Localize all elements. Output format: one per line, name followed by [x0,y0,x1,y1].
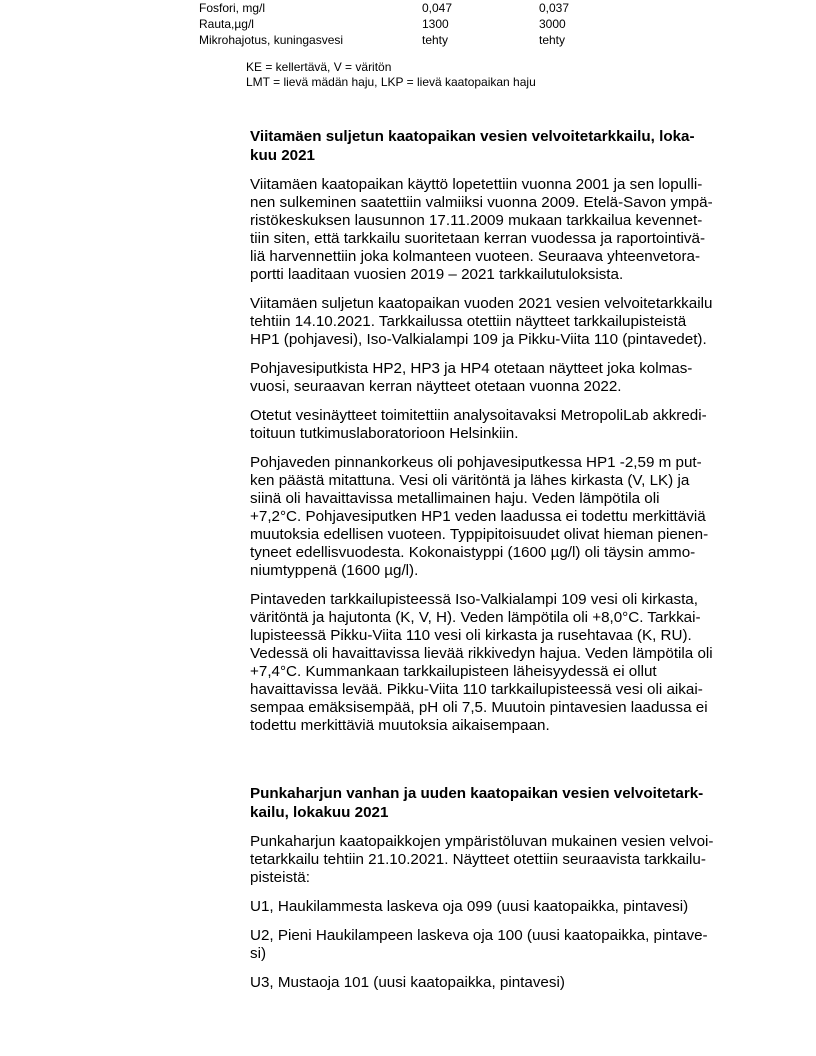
paragraph [250,927,750,963]
paragraph-line: pisteistä: [250,869,310,886]
paragraph-line: portti laaditaan vuosien 2019 – 2021 tarkkailutuloksista. [250,266,624,283]
paragraph-line: vuosi, seuraavan kerran näytteet otetaan vuonna 2022. [250,378,622,395]
table-cell-parameter: Rauta,µg/l [199,17,254,31]
table-cell-parameter: Fosfori, mg/l [199,1,266,15]
paragraph [250,833,750,887]
paragraph-line: U3, Mustaoja 101 (uusi kaatopaikka, pintavesi) [250,974,565,991]
table-cell-value: 0,047 [422,1,453,15]
paragraph-line: tyneet edellisvuodesta. Kokonaistyppi (1600 µg/l) oli täysin ammo- [250,544,696,561]
paragraph-line: ken päästä mitattuna. Vesi oli väritöntä ja lähes kirkasta (V, LK) ja [250,472,690,489]
paragraph-line: nen sulkeminen saatettiin valmiiksi vuonna 2009. Etelä-Savon ympä- [250,194,713,211]
legend-line: LMT = lievä mädän haju, LKP = lievä kaatopaikan haju [246,75,536,89]
paragraph-line: siinä oli havaittavissa metallimainen haju. Veden lämpötila oli [250,490,660,507]
paragraph-line: Punkaharjun kaatopaikkojen ympäristöluvan mukainen vesien velvoi- [250,833,714,850]
table-cell-value: tehty [539,33,566,47]
section-heading [250,784,750,822]
section-paragraphs [250,176,750,735]
section-heading [250,127,750,165]
abbreviation-legend [246,60,536,90]
paragraph [250,974,750,992]
paragraph-line: muutoksia edellisen vuoteen. Typpipitoisuudet olivat hieman pienen- [250,526,709,543]
heading-line: Punkaharjun vanhan ja uuden kaatopaikan vesien velvoitetark- [250,785,704,802]
paragraph [250,898,750,916]
heading-line: kuu 2021 [250,147,316,164]
paragraph-line: sempaa emäksisempää, pH oli 7,5. Muutoin pintavesien laadussa ei [250,699,708,716]
paragraph-line: todettu merkittäviä muutoksia aikaisempaan. [250,717,550,734]
paragraph-line: tehtiin 14.10.2021. Tarkkailussa otettiin näytteet tarkkailupisteistä [250,313,687,330]
table-cell-value: 1300 [422,17,449,31]
paragraph-line: Viitamäen kaatopaikan käyttö lopetettiin vuonna 2001 ja sen lopulli- [250,176,703,193]
paragraph-line: Viitamäen suljetun kaatopaikan vuoden 2021 vesien velvoitetarkkailu [250,295,713,312]
section-paragraphs [250,833,750,992]
paragraph-line: +7,2°C. Pohjavesiputken HP1 veden laadussa ei todettu merkittäviä [250,508,706,525]
paragraph-line: Vedessä oli havaittavissa lievää rikkivedyn hajua. Veden lämpötila oli [250,645,713,662]
document-body [250,127,750,1003]
legend-line: KE = kellertävä, V = väritön [246,60,392,74]
section-gap [250,746,750,784]
paragraph-line: havaittavissa levää. Pikku-Viita 110 tarkkailupisteessä vesi oli aikai- [250,681,703,698]
paragraph-line: liä harvennettiin joka kolmanteen vuoteen. Seuraava yhteenvetora- [250,248,701,265]
paragraph-line: toituun tutkimuslaboratorioon Helsinkiin. [250,425,519,442]
paragraph-line: Pohjaveden pinnankorkeus oli pohjavesiputkessa HP1 -2,59 m put- [250,454,702,471]
paragraph-line: HP1 (pohjavesi), Iso-Valkialampi 109 ja Pikku-Viita 110 (pintavedet). [250,331,707,348]
heading-line: Viitamäen suljetun kaatopaikan vesien velvoitetarkkailu, loka- [250,128,695,145]
paragraph-line: +7,4°C. Kummankaan tarkkailupisteen läheisyydessä ei ollut [250,663,657,680]
paragraph [250,407,750,443]
heading-line: kailu, lokakuu 2021 [250,804,389,821]
paragraph [250,176,750,284]
paragraph-line: si) [250,945,267,962]
paragraph-line: lupisteessä Pikku-Viita 110 vesi oli kirkasta ja rusehtavaa (K, RU). [250,627,692,644]
table-cell-value: tehty [422,33,449,47]
paragraph-line: ristökeskuksen lausunnon 17.11.2009 mukaan tarkkailua kevennet- [250,212,703,229]
paragraph [250,360,750,396]
paragraph-line: U1, Haukilammesta laskeva oja 099 (uusi kaatopaikka, pintavesi) [250,898,689,915]
table-cell-value: 0,037 [539,1,570,15]
paragraph-line: väritöntä ja hajutonta (K, V, H). Veden lämpötila oli +8,0°C. Tarkkai- [250,609,701,626]
paragraph-line: Otetut vesinäytteet toimitettiin analysoitavaksi MetropoliLab akkredi- [250,407,707,424]
paragraph-line: tetarkkailu tehtiin 21.10.2021. Näytteet otettiin seuraavista tarkkailu- [250,851,706,868]
paragraph-line: Pintaveden tarkkailupisteessä Iso-Valkialampi 109 vesi oli kirkasta, [250,591,698,608]
paragraph [250,591,750,735]
table-cell-value: 3000 [539,17,566,31]
paragraph-line: niumtyppenä (1600 µg/l). [250,562,419,579]
paragraph-line: Pohjavesiputkista HP2, HP3 ja HP4 otetaan näytteet joka kolmas- [250,360,693,377]
paragraph [250,454,750,580]
table-cell-parameter: Mikrohajotus, kuningasvesi [199,33,344,47]
paragraph [250,295,750,349]
paragraph-line: U2, Pieni Haukilampeen laskeva oja 100 (uusi kaatopaikka, pintave- [250,927,708,944]
paragraph-line: tiin siten, että tarkkailu suoritetaan kerran vuodessa ja raportointivä- [250,230,706,247]
